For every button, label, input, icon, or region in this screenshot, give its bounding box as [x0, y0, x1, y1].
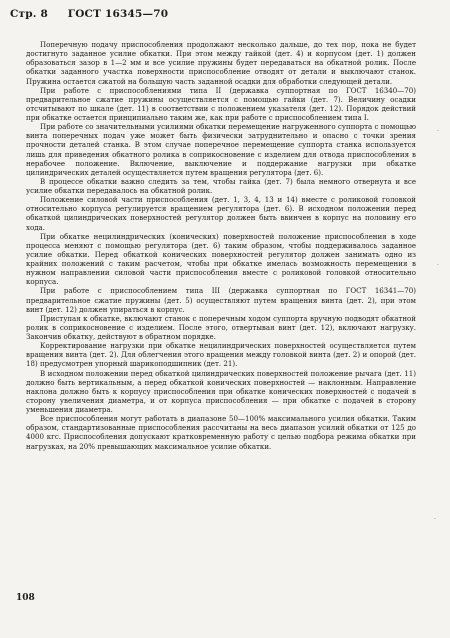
page-number: 108 [16, 593, 35, 603]
paragraph-10: В исходном положении перед обкаткой цилиндрических поверхностей положение рычага (дет. 11) должно быть вертикальным, а перед обкаткой конических поверхностей — наклонным. Направление наклона должно быть к корпусу приспособления при обкатке конических поверхностей с подачей в сторону увеличения диаметра, и от корпуса приспособления — при обкатке с подачей в сторону уменьшения диаметра. [26, 368, 416, 414]
page-header [10, 8, 168, 20]
standard-code: ГОСТ 16345—70 [67, 8, 169, 20]
paragraph-1: Поперечную подачу приспособления продолжают несколько дальше, до тех пор, пока не будет достигнуто заданное усилие обкатки. При этом между гайкой (дет. 4) и корпусом (дет. 1) должен образоваться зазор в 1—2 мм и все усилие пружины будет передаваться на обкатной ролик. После обкатки заданного участка поверхности приспособление отводят от детали и выключают станок. Пружина остается сжатой на большую часть заданной осадки для обработки следующей детали. [26, 40, 416, 86]
paragraph-4: В процессе обкатки важно следить за тем, чтобы гайка (дет. 7) была немного отвернута и все усилие обкатки передавалось на обкатной ролик. [26, 176, 416, 195]
paragraph-5: Положение силовой части приспособления (дет. 1, 3, 4, 13 и 14) вместе с роликовой головкой относительно корпуса регулируется вращением регулятора (дет. 6). В исходном положении перед обкаткой цилиндрических поверхностей регулятор должен быть ввинчен в корпус на половину его хода. [26, 195, 416, 232]
paragraph-3: При работе со значительными усилиями обкатки перемещение нагруженного суппорта с помощью винта поперечных подач уже может быть физически затруднительно и опасно с точки зрения прочности деталей станка. В этом случае поперечное перемещение суппорта станка используется лишь для приведения обкатного ролика в соприкосновение с изделием для отвода приспособления в нерабочее положение. Включение, выключение и поддержание нагрузки при обкатке цилиндрических деталей осуществляется путем вращения регулятора (дет. 6). [26, 122, 416, 177]
paragraph-11: Все приспособления могут работать в диапазоне 50—100% максимального усилия обкатки. Таким образом, стандартизованные приспособления рассчитаны на весь диапазон усилий обкатки от 125 до 4000 кгс. Приспособления допускают кратковременную работу с целью подбора режима обкатки при нагрузках, на 20% превышающих максимальное усилие обкатки. [26, 414, 416, 451]
paragraph-9: Корректирование нагрузки при обкатке нецилиндрических поверхностей осуществляется путем вращения винта (дет. 2). Для облегчения этого вращения между головкой винта (дет. 2) и опорой (дет. 18) предусмотрен упорный шарикоподшипник (дет. 21). [26, 341, 416, 369]
margin-speck: · [434, 516, 436, 523]
margin-speck: · [437, 128, 439, 135]
paragraph-6: При обкатке нецилиндрических (конических) поверхностей положение приспособления в ходе процесса меняют с помощью регулятора (дет. 6) таким образом, чтобы поддерживалось заданное усилие обкатки. Перед обкаткой конических поверхностей регулятор должен занимать одно из крайних положений с таким расчетом, чтобы при обкатке имелась возможность перемещения в нужном направлении силовой части приспособления вместе с роликовой головкой относительно корпуса. [26, 231, 416, 287]
paragraph-7: При работе с приспособлением типа III (державка суппортная по ГОСТ 16341—70) предварительное сжатие пружины (дет. 5) осуществляют путем вращения винта (дет. 2), при этом винт (дет. 12) должен упираться в корпус. [26, 286, 416, 314]
page-label: Стр. 8 [10, 8, 49, 20]
paragraph-2: При работе с приспособлениями типа II (державка суппортная по ГОСТ 16340—70) предварительное сжатие пружины осуществляется с помощью гайки (дет. 7). Величину осадки отсчитывают по шкале (дет. 11) в соответствии с положением указателя (дет. 12). Порядок действий при обкатке остается принципиально таким же, как при работе с приспособлением типа I. [26, 85, 416, 122]
margin-speck: · [437, 262, 439, 269]
paragraph-8: Приступая к обкатке, включают станок с поперечным ходом суппорта вручную подводят обкатной ролик в соприкосновение с изделием. После этого, отвертывая винт (дет. 12), включают нагрузку. Закончив обкатку, действуют в обратном порядке. [26, 313, 416, 341]
document-body [26, 40, 416, 451]
